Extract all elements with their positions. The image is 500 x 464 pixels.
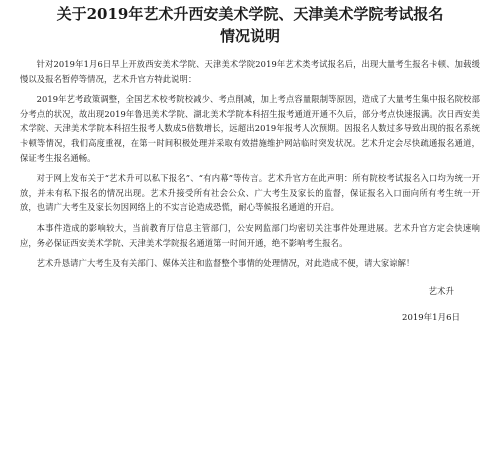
paragraph-policy: 2019年艺考政策调整，全国艺术校考院校减少、考点削减，加上考点容量限制等原因，造成了大量考生集中报名院校部分考点的状况，故出现2019年鲁迅美术学院、湖北美术学院本科招生报考通道开通不久后，部分考点快速报满。次日西安美术学院、天津美术学院本科招生报考人数成5倍数增长，远超出2019年报考人次预期。因报名人数过多导致出现的报名系统卡顿等情况，我们高度重视，在第一时间积极处理并采取有效措施维护网站临时突发状况。艺术升定会尽快疏通报名通道，保证考生报名通畅。 [20,94,480,163]
document-title-line-2: 情况说明 [219,27,280,45]
paragraph-rumor: 对于网上发布关于“艺术升可以私下报名”、“有内幕”等传言。艺术升官方在此声明：所有院校考试报名入口均为统一开放，并未有私下报名的情况出现。艺术升接受所有社会公众、广大考生及家长的监督，保证报名入口面向所有考生统一开放，也请广大考生及家长勿因网络上的不实言论造成恐慌，耐心等候报名通道的开启。 [20,173,480,213]
paragraph-intro: 针对2019年1月6日早上开放西安美术学院、天津美术学院2019年艺术类考试报名后，出现大量考生报名卡顿、加载缓慢以及报名暂停等情况，艺术升官方特此说明： [20,59,480,84]
date: 2019年1月6日 [402,312,460,323]
document-title-line-1: 关于2019年艺术升西安美术学院、天津美术学院考试报名 [56,5,444,23]
paragraph-apology: 艺术升恳请广大考生及有关部门、媒体关注和监督整个事情的处理情况，对此造成不便，请大家谅解！ [36,258,415,269]
paragraph-impact: 本事件造成的影响较大，当前教育厅信息主管部门，公安网监部门均密切关注事件处理进展。艺术升官方定会快速响应，务必保证西安美术学院、天津美术学院报名通道第一时间开通，绝不影响考生报名。 [20,222,480,248]
signature: 艺术升 [428,286,454,297]
